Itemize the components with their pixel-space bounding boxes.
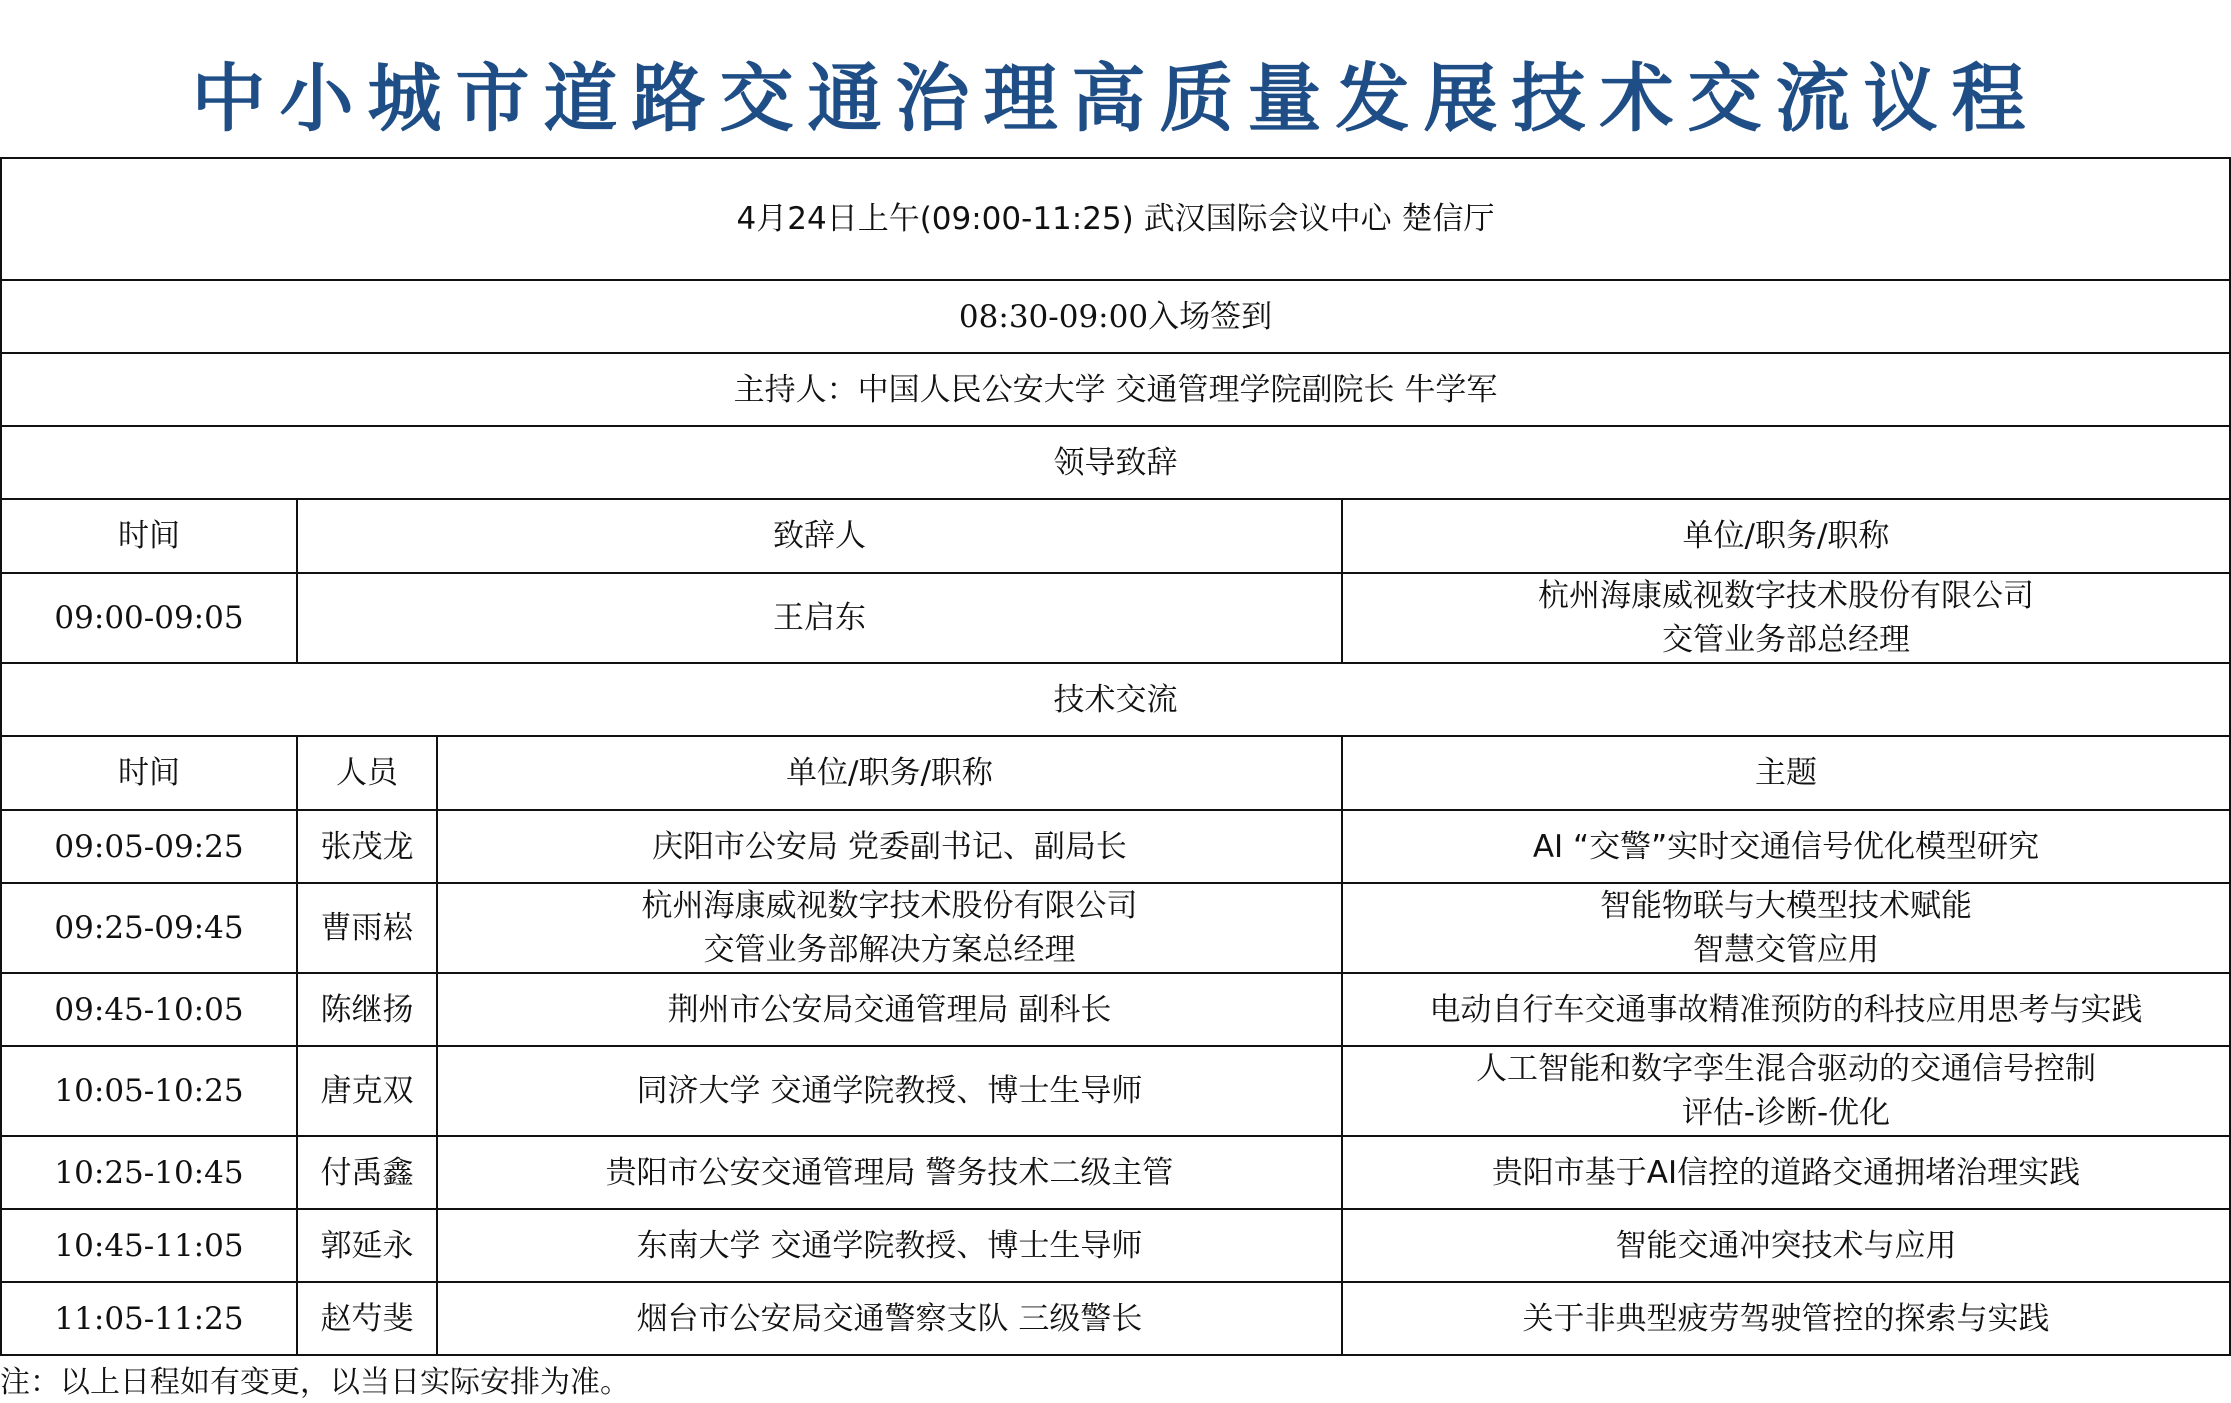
leaders-row: [1, 573, 2230, 663]
person-cell: [297, 883, 437, 973]
time-cell: [1, 973, 297, 1046]
org-cell: [437, 973, 1342, 1046]
topic-cell-line-1: 贵阳市基于AI信控的道路交通拥堵治理实践: [1491, 1154, 2081, 1191]
topic-cell: [1342, 1282, 2230, 1355]
person-cell-line-1: 赵芍斐: [320, 1300, 414, 1337]
table-row: [1, 883, 2230, 973]
session-header: 4月24日上午(09:00-11:25) 武汉国际会议中心 楚信厅: [1, 158, 2230, 280]
person-cell: [297, 973, 437, 1046]
table-row: [1, 1209, 2230, 1282]
tech-header-row: [1, 736, 2230, 810]
header-org: 单位/职务/职称: [437, 736, 1342, 810]
person-cell: [297, 810, 437, 883]
host-row: [1, 353, 2230, 426]
org-cell: [437, 810, 1342, 883]
time-cell: [1, 1136, 297, 1209]
table-row: [1, 1136, 2230, 1209]
table-row: [1, 1046, 2230, 1136]
time-cell: [1, 1046, 297, 1136]
person-cell-line-1: 陈继扬: [320, 991, 414, 1028]
table-row: [1, 1282, 2230, 1355]
org-cell: [437, 1209, 1342, 1282]
person-cell-line-1: 唐克双: [320, 1073, 414, 1109]
signin-row: [1, 280, 2230, 353]
org-cell-line-1: 烟台市公安局交通警察支队 三级警长: [636, 1300, 1143, 1337]
time-cell: [1, 883, 297, 973]
org-line-1: 杭州海康威视数字技术股份有限公司: [1538, 578, 2034, 614]
time-cell-line-1: 10:05-10:25: [54, 1073, 244, 1109]
topic-cell: [1342, 810, 2230, 883]
topic-cell: [1342, 1209, 2230, 1282]
topic-cell-line-2: 智慧交管应用: [1693, 932, 1879, 968]
agenda-table: [0, 157, 2231, 1356]
org-cell: [437, 1136, 1342, 1209]
time-cell-line-1: 10:45-11:05: [54, 1227, 244, 1264]
org-cell-line-1: 同济大学 交通学院教授、博士生导师: [636, 1073, 1143, 1109]
topic-cell: [1342, 973, 2230, 1046]
section-title-leaders: 领导致辞: [1, 426, 2230, 499]
person-cell: [297, 1136, 437, 1209]
person-cell-line-1: 张茂龙: [320, 828, 414, 865]
org-cell-line-1: 庆阳市公安局 党委副书记、副局长: [652, 828, 1127, 865]
time-cell-line-1: 09:25-09:45: [54, 910, 244, 946]
org-cell-line-1: 贵阳市公安交通管理局 警务技术二级主管: [605, 1154, 1174, 1191]
section-leaders-row: [1, 426, 2230, 499]
person-cell-line-1: 郭延永: [320, 1227, 414, 1264]
org-cell: [437, 1282, 1342, 1355]
topic-cell-line-1: 电动自行车交通事故精准预防的科技应用思考与实践: [1429, 991, 2143, 1028]
time-cell-line-1: 09:05-09:25: [54, 828, 244, 865]
org-cell-line-1: 荆州市公安局交通管理局 副科长: [667, 991, 1112, 1028]
header-topic: 主题: [1342, 736, 2230, 810]
topic-cell: [1342, 1046, 2230, 1136]
person-cell: [297, 1046, 437, 1136]
host-cell: 主持人：中国人民公安大学 交通管理学院副院长 牛学军: [1, 353, 2230, 426]
topic-cell-line-1: 智能物联与大模型技术赋能: [1600, 888, 1972, 924]
topic-cell-line-2: 评估-诊断-优化: [1681, 1095, 1891, 1131]
topic-cell-line-1: 智能交通冲突技术与应用: [1615, 1227, 1957, 1264]
org-line-2: 交管业务部总经理: [1662, 622, 1910, 658]
time-cell: [1, 1282, 297, 1355]
org-cell: [437, 1046, 1342, 1136]
header-speaker: 致辞人: [297, 499, 1342, 573]
session-row: [1, 158, 2230, 280]
time-cell-line-1: 11:05-11:25: [54, 1300, 244, 1337]
time-cell-line-1: 10:25-10:45: [54, 1154, 244, 1191]
topic-cell: [1342, 1136, 2230, 1209]
time-cell: [1, 1209, 297, 1282]
topic-cell-line-1: 关于非典型疲劳驾驶管控的探索与实践: [1522, 1300, 2050, 1337]
time-cell-line-1: 09:45-10:05: [54, 991, 244, 1028]
topic-cell-line-1: 人工智能和数字孪生混合驱动的交通信号控制: [1476, 1051, 2096, 1087]
page-title: 中小城市道路交通治理高质量发展技术交流议程: [191, 56, 2040, 142]
table-row: [1, 810, 2230, 883]
org-cell-line-2: 交管业务部解决方案总经理: [703, 932, 1076, 968]
header-time: 时间: [1, 736, 297, 810]
footnote: 注：以上日程如有变更，以当日实际安排为准。: [0, 1365, 630, 1400]
time-cell: [1, 810, 297, 883]
section-tech-row: [1, 663, 2230, 736]
tech-rows: [1, 810, 2230, 1355]
person-cell-line-1: 曹雨崧: [320, 910, 414, 946]
speaker-cell: 王启东: [297, 573, 1342, 663]
header-org: 单位/职务/职称: [1342, 499, 2230, 573]
topic-cell: [1342, 883, 2230, 973]
header-person: 人员: [297, 736, 437, 810]
org-cell: [1342, 573, 2230, 663]
leaders-header-row: [1, 499, 2230, 573]
person-cell-line-1: 付禹鑫: [320, 1154, 414, 1191]
topic-cell-line-1: AI “交警”实时交通信号优化模型研究: [1532, 828, 2040, 865]
header-time: 时间: [1, 499, 297, 573]
signin-cell: 08:30-09:00入场签到: [1, 280, 2230, 353]
section-title-tech: 技术交流: [1, 663, 2230, 736]
person-cell: [297, 1282, 437, 1355]
table-row: [1, 973, 2230, 1046]
person-cell: [297, 1209, 437, 1282]
time-cell: 09:00-09:05: [1, 573, 297, 663]
org-cell-line-1: 东南大学 交通学院教授、博士生导师: [636, 1227, 1143, 1264]
org-cell: [437, 883, 1342, 973]
org-cell-line-1: 杭州海康威视数字技术股份有限公司: [641, 888, 1138, 924]
